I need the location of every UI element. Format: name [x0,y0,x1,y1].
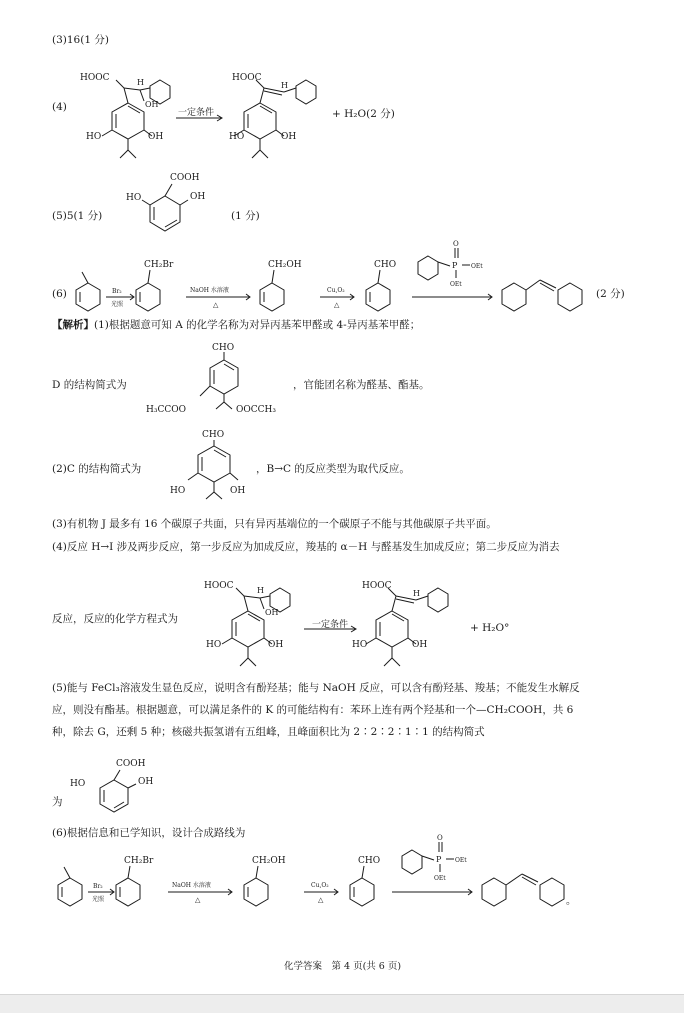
structure-c [170,430,245,499]
reaction-condition: 一定条件 [178,108,215,118]
chem-br2: Br₂ [93,883,103,890]
chem-ho: HO [126,193,142,203]
answer-5-label: (5)5(1 分) [52,210,103,222]
chem-ho: HO [170,486,186,496]
chem-oh: OH [265,608,279,617]
analysis-p1-d-tail: ，官能团名称为醛基、酯基。 [293,379,430,391]
analysis-p2-tail: ，B→C 的反应类型为取代反应。 [256,463,410,475]
chem-ho: HO [70,779,86,789]
chem-cooh: COOH [170,173,200,183]
page-footer: 化学答案 第 4 页(共 6 页) [284,961,402,972]
chem-oh: OH [230,486,246,496]
structure-4-reactant [80,73,170,158]
chem-heat: △ [213,301,219,309]
analysis-p5-b: 应，则没有酯基。根据题意，可以满足条件的 K 的可能结构有：苯环上连有两个羟基和一个—CH₂COOH，共 6 [52,704,574,716]
chem-o: O [437,834,443,842]
analysis-p5-a: (5)能与 FeCl₃溶液发生显色反应，说明含有酚羟基；能与 NaOH 反应，可以含有酚羟基、羧基；不能发生水解反 [52,682,580,694]
answer-3: (3)16(1 分) [52,34,109,46]
chem-oh: OH [138,777,154,787]
answer-5-score: (1 分) [231,210,260,222]
chem-hooc: HOOC [80,73,110,83]
answer-6-label: (6) [52,288,67,300]
chem-oh: OH [145,100,159,109]
chem-cooh: COOH [116,759,146,769]
chem-oocch3: OOCCH₃ [236,405,276,415]
chem-ch2oh: CH₂OH [268,260,302,270]
chem-cho: CHO [358,856,381,866]
chem-hooc: HOOC [362,581,392,591]
reaction-condition-2: 一定条件 [312,620,349,630]
chem-cuo2: Cu,O₂ [311,882,329,889]
structure-analysis-product [352,581,448,666]
chem-cho: CHO [374,260,397,270]
structure-analysis-reactant [204,581,290,666]
chem-ho: HO [229,132,245,142]
chem-cuo2: Cu,O₂ [327,287,345,294]
chem-ch2br: CH₂Br [144,260,174,270]
answer-4-label: (4) [52,101,67,113]
chem-p: P [452,261,458,270]
chem-h: H [137,78,144,87]
route-6-analysis [58,834,576,907]
structure-d [146,343,276,415]
analysis-title: 【解析】 [52,319,94,331]
chem-ch2oh: CH₂OH [252,856,286,866]
analysis-p5-c: 种，除去 G，还剩 5 种；核磁共振氢谱有五组峰，且峰面积比为 2∶2∶2∶1∶1 的结构简式 [52,726,485,738]
chem-hooc: HOOC [204,581,234,591]
structure-4-product [229,73,316,158]
chem-hooc: HOOC [232,73,262,83]
chem-oh: OH [281,132,297,142]
chem-naoh: NaOH 水溶液 [190,287,229,294]
chem-heat: △ [195,896,201,904]
chem-h: H [281,81,288,90]
analysis-p2: (2)C 的结构简式为 [52,463,142,475]
analysis-p1-d: D 的结构简式为 [52,379,127,391]
chem-heat: △ [318,896,324,904]
chem-oet: OEt [471,263,483,270]
chem-heat: △ [334,301,340,309]
analysis-p3: (3)有机物 J 最多有 16 个碳原子共面，只有异丙基端位的一个碳原子不能与其他碳原子共平面。 [52,518,497,530]
analysis-p4-water: + H₂O° [470,622,510,634]
analysis-p4: (4)反应 H→I 涉及两步反应，第一步反应为加成反应，羧基的 α－H 与醛基发生加成反应；第二步反应为消去 [52,541,560,553]
chem-h: H [257,586,264,595]
structure-5 [126,173,205,231]
chem-o: O [453,240,459,248]
analysis-p5-d: 为 [52,796,63,808]
chem-p: P [436,855,442,864]
chem-ch2br: CH₂Br [124,856,154,866]
chem-cho: CHO [202,430,225,440]
route-end-mark: 。 [566,896,576,907]
analysis-p6: (6)根据信息和已学知识，设计合成路线为 [52,827,246,839]
chem-oet: OEt [434,875,446,882]
chem-oet: OEt [455,857,467,864]
chem-cho: CHO [212,343,235,353]
chem-naoh: NaOH 水溶液 [172,882,211,889]
chem-light: 光照 [111,301,124,308]
answer-4-water: + H₂O(2 分) [332,108,395,120]
chem-oet: OEt [450,281,462,288]
chem-br2: Br₂ [112,288,122,295]
analysis-p4-b: 反应，反应的化学方程式为 [52,613,178,625]
chem-ho: HO [206,640,222,650]
chem-oh: OH [190,192,206,202]
chem-h3ccoo: H₃CCOO [146,405,186,415]
chem-oh: OH [148,132,164,142]
chem-light: 光照 [92,896,105,903]
chem-oh: OH [412,640,428,650]
analysis-p1-text: (1)根据题意可知 A 的化学名称为对异丙基苯甲醛或 4-异丙基苯甲醛； [94,319,421,331]
chem-h: H [413,589,420,598]
chem-ho: HO [352,640,368,650]
chem-oh: OH [268,640,284,650]
structure-5-analysis [70,759,153,812]
route-6 [76,240,582,311]
answer-6-score: (2 分) [596,288,625,300]
chem-ho: HO [86,132,102,142]
